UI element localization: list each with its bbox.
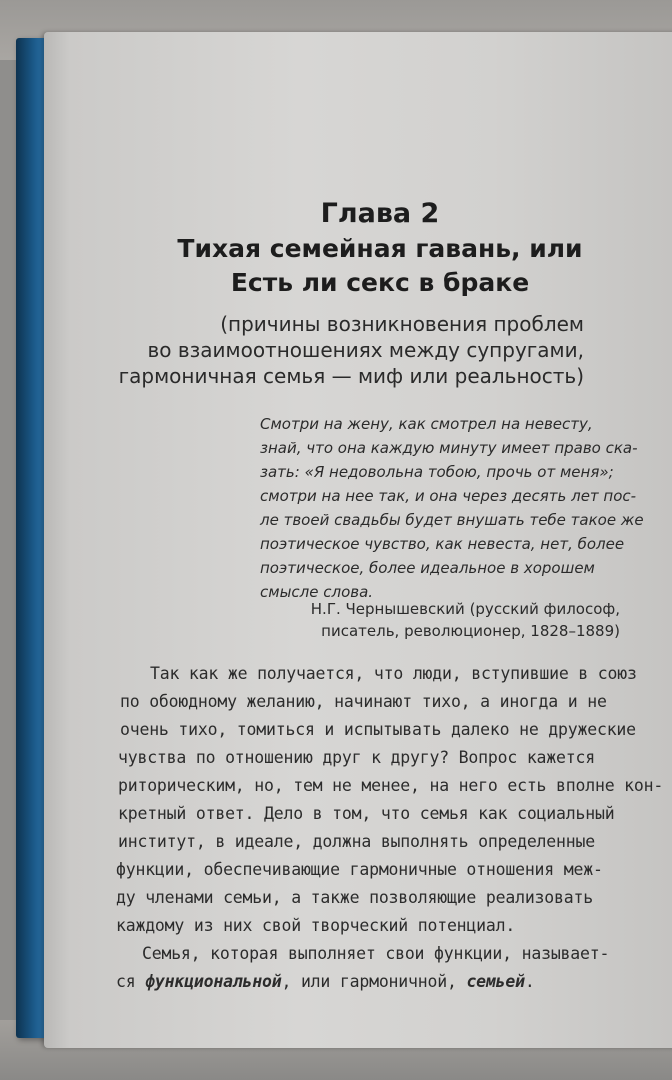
chapter-title-line-2: Есть ли секс в браке — [230, 268, 530, 297]
text-fragment: . — [524, 972, 535, 991]
epigraph-attribution-line: писатель, революционер, 1828–1889) — [321, 622, 620, 640]
body-text-line: каждому из них свой творческий потенциал. — [116, 916, 516, 935]
body-text-last-line — [116, 972, 535, 991]
body-text-line: чувства по отношению друг к другу? Вопрос кажется — [118, 748, 595, 767]
epigraph-line: знай, что она каждую минуту имеет право ска- — [260, 439, 638, 457]
chapter-title-line-1: Тихая семейная гавань, или — [177, 234, 583, 263]
body-text-line: кретный ответ. Дело в том, что семья как социальный — [118, 804, 615, 823]
emphasis-functional: функциональной — [145, 972, 282, 991]
text-fragment: , или гармоничной, — [281, 972, 467, 991]
chapter-number: Глава 2 — [320, 198, 440, 229]
body-text-line: Так как же получается, что люди, вступившие в союз — [150, 664, 637, 683]
epigraph-line: смотри на нее так, и она через десять лет пос- — [260, 487, 637, 505]
epigraph-line: поэтическое, более идеальное в хорошем — [260, 559, 595, 577]
text-fragment: ся — [116, 972, 146, 991]
emphasis-family: семьей — [466, 972, 525, 991]
chapter-subtitle-line: (причины возникновения проблем — [220, 312, 584, 336]
epigraph-line: Смотри на жену, как смотрел на невесту, — [260, 415, 593, 433]
body-text-line: ду членами семьи, а также позволяющие реализовать — [116, 888, 593, 907]
body-text-line: риторическим, но, тем не менее, на него есть вполне кон- — [118, 776, 664, 795]
body-text-line: по обоюдному желанию, начинают тихо, а иногда и не — [120, 692, 607, 711]
body-text-line: Семья, которая выполняет свои функции, называет- — [142, 944, 610, 963]
epigraph-line: поэтическое чувство, как невеста, нет, более — [260, 535, 625, 553]
epigraph-attribution-line: Н.Г. Чернышевский (русский философ, — [310, 600, 620, 618]
chapter-subtitle-line: гармоничная семья — миф или реальность) — [118, 364, 584, 388]
body-text-line: институт, в идеале, должна выполнять определенные — [118, 832, 595, 851]
chapter-subtitle-line: во взаимоотношениях между супругами, — [147, 338, 584, 362]
epigraph-line: ле твоей свадьбы будет внушать тебе такое же — [260, 511, 644, 529]
body-text-line: функции, обеспечивающие гармоничные отношения меж- — [116, 860, 603, 879]
epigraph-line: зать: «Я недовольна тобою, прочь от меня»; — [260, 463, 614, 481]
epigraph-line: смысле слова. — [260, 583, 374, 601]
body-text-line: очень тихо, томиться и испытывать далеко не дружеские — [120, 720, 636, 739]
